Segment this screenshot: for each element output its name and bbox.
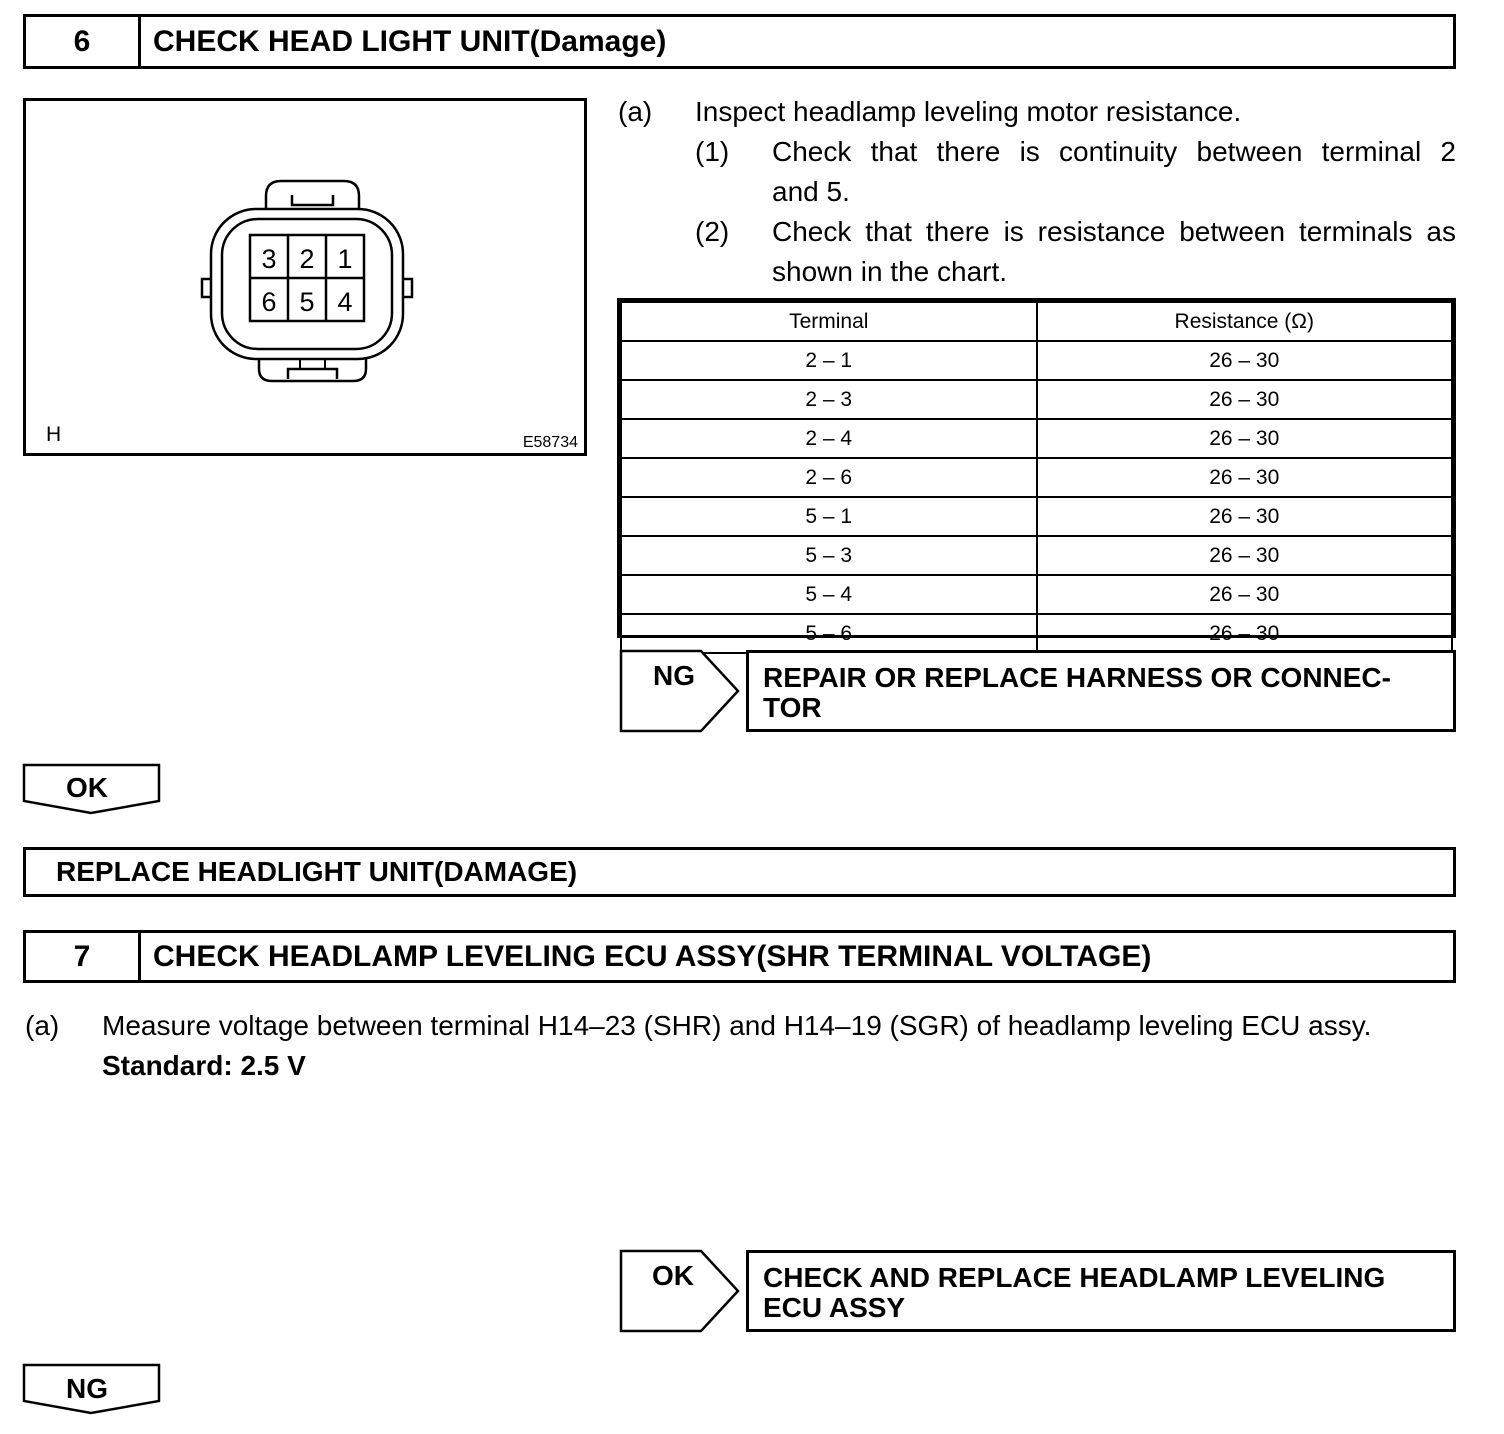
- ok-result-line2: ECU ASSY: [763, 1292, 906, 1323]
- ng-label: NG: [653, 660, 695, 691]
- step-6-header: [23, 14, 1456, 69]
- table-cell: 2 – 3: [621, 380, 1037, 419]
- table-row: [621, 458, 1452, 497]
- step7-a-label: (a): [25, 1010, 60, 1041]
- step7-a-text: Measure voltage between terminal H14–23 (SHR) and H14–19 (SGR) of headlamp leveling ECU assy.: [102, 1010, 1372, 1041]
- ng-result-line1: REPAIR OR REPLACE HARNESS OR CONNEC-: [763, 662, 1391, 693]
- ng-result-line2: TOR: [763, 692, 822, 723]
- step-7-title: CHECK HEADLAMP LEVELING ECU ASSY(SHR TERMINAL VOLTAGE): [153, 939, 1152, 973]
- pin-label: 5: [299, 287, 315, 317]
- instr-1-line2: and 5.: [772, 176, 850, 207]
- table-cell: 26 – 30: [1037, 419, 1453, 458]
- instr-2-line2: shown in the chart.: [772, 256, 1008, 287]
- resistance-table: [617, 298, 1456, 645]
- table-cell: 5 – 3: [621, 536, 1037, 575]
- table-cell: 26 – 30: [1037, 536, 1453, 575]
- table-row: [621, 575, 1452, 614]
- table-cell: 26 – 30: [1037, 575, 1453, 614]
- ok-label: OK: [652, 1260, 694, 1291]
- step-7-header: [23, 930, 1456, 983]
- step-6-number: 6: [26, 17, 141, 66]
- table-cell: 5 – 6: [621, 614, 1037, 653]
- pin-label: 1: [337, 244, 353, 274]
- table-cell: 2 – 4: [621, 419, 1037, 458]
- pin-label: 2: [299, 244, 315, 274]
- ok-result-line1: CHECK AND REPLACE HEADLAMP LEVELING: [763, 1262, 1386, 1293]
- table-cell: 26 – 30: [1037, 458, 1453, 497]
- table-row: [621, 614, 1452, 653]
- table-row: [621, 419, 1452, 458]
- ok-result-box: [746, 1250, 1456, 1332]
- figure-view-label: H: [46, 423, 62, 446]
- table-cell: 5 – 1: [621, 497, 1037, 536]
- table-row: [621, 380, 1452, 419]
- pin-label: 4: [337, 287, 353, 317]
- table-cell: 5 – 4: [621, 575, 1037, 614]
- table-row: [621, 497, 1452, 536]
- table-cell: 26 – 30: [1037, 614, 1453, 653]
- step-7-number: 7: [26, 933, 141, 980]
- step-6-title: CHECK HEAD LIGHT UNIT(Damage): [153, 24, 667, 58]
- table-cell: 26 – 30: [1037, 380, 1453, 419]
- instr-a-label: (a): [618, 96, 653, 127]
- figure-code: E58734: [522, 434, 578, 451]
- connector-figure: [23, 98, 587, 456]
- instr-2-line1: Check that there is resistance between terminals as: [772, 216, 1456, 247]
- table-row: [621, 536, 1452, 575]
- connector-diagram: [26, 101, 584, 453]
- pin-label: 3: [261, 244, 277, 274]
- step7-standard: Standard: 2.5 V: [102, 1050, 306, 1081]
- table-cell: 2 – 6: [621, 458, 1037, 497]
- replace-headlight-text: REPLACE HEADLIGHT UNIT(DAMAGE): [56, 856, 578, 887]
- replace-headlight-box: [23, 847, 1456, 897]
- table-header-cell: Terminal: [621, 302, 1037, 341]
- instr-a-text: Inspect headlamp leveling motor resistance.: [695, 96, 1242, 127]
- ok-label: OK: [66, 772, 108, 803]
- table-header-cell: Resistance (Ω): [1037, 302, 1453, 341]
- instr-1-line1: Check that there is continuity between terminal 2: [772, 136, 1456, 167]
- table-row: [621, 341, 1452, 380]
- instr-1-label: (1): [695, 136, 730, 167]
- table-cell: 26 – 30: [1037, 497, 1453, 536]
- table-cell: 2 – 1: [621, 341, 1037, 380]
- table-cell: 26 – 30: [1037, 341, 1453, 380]
- instr-2-label: (2): [695, 216, 730, 247]
- ng-result-box: [746, 650, 1456, 732]
- ng-label: NG: [66, 1373, 108, 1404]
- pin-label: 6: [261, 287, 277, 317]
- table-header-row: [621, 302, 1452, 341]
